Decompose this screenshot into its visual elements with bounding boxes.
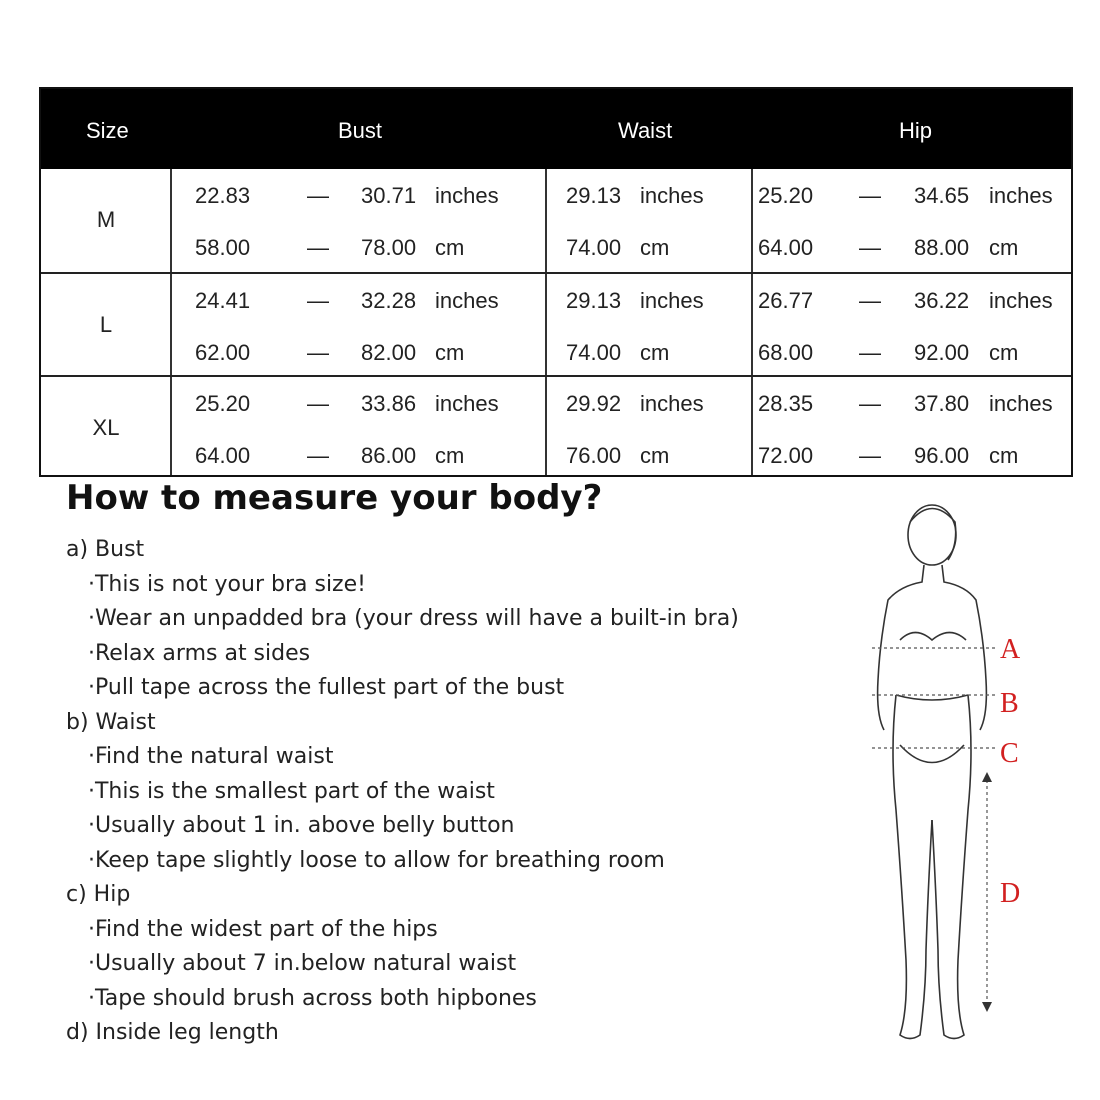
marker-a: A <box>1000 634 1021 665</box>
hip-unit: cm <box>989 235 1019 260</box>
measure-tip: ·Wear an unpadded bra (your dress will have a built-in bra) <box>88 606 739 631</box>
waist-unit: inches <box>640 288 704 313</box>
bust-unit: cm <box>435 235 465 260</box>
section-heading: a) Bust <box>66 537 145 562</box>
bust-unit: cm <box>435 340 465 365</box>
hip-min: 72.00 <box>758 443 814 468</box>
hip-min: 64.00 <box>758 235 814 260</box>
header-size: Size <box>86 118 129 143</box>
bust-unit: cm <box>435 443 465 468</box>
figure-legs <box>893 695 971 1039</box>
measure-tip: ·Find the natural waist <box>88 744 334 769</box>
figure-waist-hip <box>896 695 968 763</box>
range-dash: — <box>859 340 881 365</box>
hip-max: 36.22 <box>914 288 970 313</box>
bust-min: 64.00 <box>195 443 251 468</box>
range-dash: — <box>859 235 881 260</box>
waist-value: 76.00 <box>566 443 622 468</box>
measure-tip: ·Find the widest part of the hips <box>88 916 438 942</box>
waist-value: 29.13 <box>566 183 622 208</box>
range-dash: — <box>859 183 881 208</box>
table-row <box>41 272 1071 377</box>
figure-bust-line <box>900 633 966 641</box>
header-bust: Bust <box>338 118 383 143</box>
range-dash: — <box>859 391 881 416</box>
table-row <box>41 375 1071 480</box>
range-dash: — <box>859 288 881 313</box>
hip-unit: inches <box>989 183 1053 208</box>
measure-tip: ·Usually about 1 in. above belly button <box>88 813 515 838</box>
hip-max: 88.00 <box>914 235 970 260</box>
size-label: L <box>99 312 113 337</box>
measure-tip: ·Tape should brush across both hipbones <box>88 985 537 1011</box>
waist-value: 74.00 <box>566 235 622 260</box>
range-dash: — <box>307 235 329 260</box>
hip-max: 37.80 <box>914 391 970 416</box>
measure-tip: ·Keep tape slightly loose to allow for breathing room <box>88 847 665 873</box>
range-dash: — <box>307 288 329 313</box>
bust-min: 22.83 <box>195 183 251 208</box>
hip-min: 68.00 <box>758 340 814 365</box>
waist-unit: cm <box>640 443 670 468</box>
bust-max: 86.00 <box>361 443 417 468</box>
header-hip: Hip <box>899 118 933 143</box>
section-heading: c) Hip <box>66 882 131 907</box>
hip-min: 28.35 <box>758 391 814 416</box>
hip-max: 96.00 <box>914 443 970 468</box>
range-dash: — <box>859 443 881 468</box>
size-label: M <box>96 207 116 232</box>
waist-unit: inches <box>640 183 704 208</box>
arrow-down-icon <box>982 1002 992 1012</box>
figure-head <box>908 505 956 565</box>
bust-max: 30.71 <box>361 183 417 208</box>
waist-unit: cm <box>640 235 670 260</box>
measure-guide <box>66 533 826 1051</box>
measure-tip: ·Pull tape across the fullest part of the bust <box>88 675 565 700</box>
bust-max: 32.28 <box>361 288 417 313</box>
bust-min: 25.20 <box>195 391 251 416</box>
bust-max: 82.00 <box>361 340 417 365</box>
measure-tip: ·This is the smallest part of the waist <box>88 778 495 804</box>
bust-unit: inches <box>435 183 499 208</box>
bust-unit: inches <box>435 288 499 313</box>
table-header <box>41 89 1071 169</box>
hip-unit: inches <box>989 391 1053 416</box>
bust-max: 33.86 <box>361 391 417 416</box>
hip-unit: inches <box>989 288 1053 313</box>
hip-unit: cm <box>989 340 1019 365</box>
body-measurement-figure <box>860 490 1040 1060</box>
range-dash: — <box>307 183 329 208</box>
marker-b: B <box>1000 688 1019 719</box>
hip-min: 25.20 <box>758 183 814 208</box>
waist-value: 29.92 <box>566 391 622 416</box>
figure-hair <box>910 509 956 561</box>
waist-unit: cm <box>640 340 670 365</box>
waist-value: 29.13 <box>566 288 622 313</box>
hip-min: 26.77 <box>758 288 814 313</box>
size-label: XL <box>92 415 120 440</box>
measure-tip: ·This is not your bra size! <box>88 571 366 597</box>
measure-tip: ·Relax arms at sides <box>88 640 311 666</box>
hip-max: 34.65 <box>914 183 970 208</box>
header-waist: Waist <box>618 118 673 143</box>
arrow-up-icon <box>982 772 992 782</box>
size-chart-table <box>39 87 1073 477</box>
range-dash: — <box>307 391 329 416</box>
marker-d: D <box>1000 878 1021 909</box>
hip-unit: cm <box>989 443 1019 468</box>
measure-tip: ·Usually about 7 in.below natural waist <box>88 951 517 976</box>
guide-title: How to measure your body? <box>66 478 603 518</box>
bust-max: 78.00 <box>361 235 417 260</box>
bust-min: 58.00 <box>195 235 251 260</box>
waist-value: 74.00 <box>566 340 622 365</box>
marker-c: C <box>1000 738 1019 769</box>
section-heading: b) Waist <box>66 709 156 735</box>
hip-max: 92.00 <box>914 340 970 365</box>
range-dash: — <box>307 340 329 365</box>
section-heading: d) Inside leg length <box>66 1020 279 1045</box>
range-dash: — <box>307 443 329 468</box>
bust-unit: inches <box>435 391 499 416</box>
bust-min: 62.00 <box>195 340 251 365</box>
bust-min: 24.41 <box>195 288 251 313</box>
table-row <box>41 169 1071 272</box>
waist-unit: inches <box>640 391 704 416</box>
